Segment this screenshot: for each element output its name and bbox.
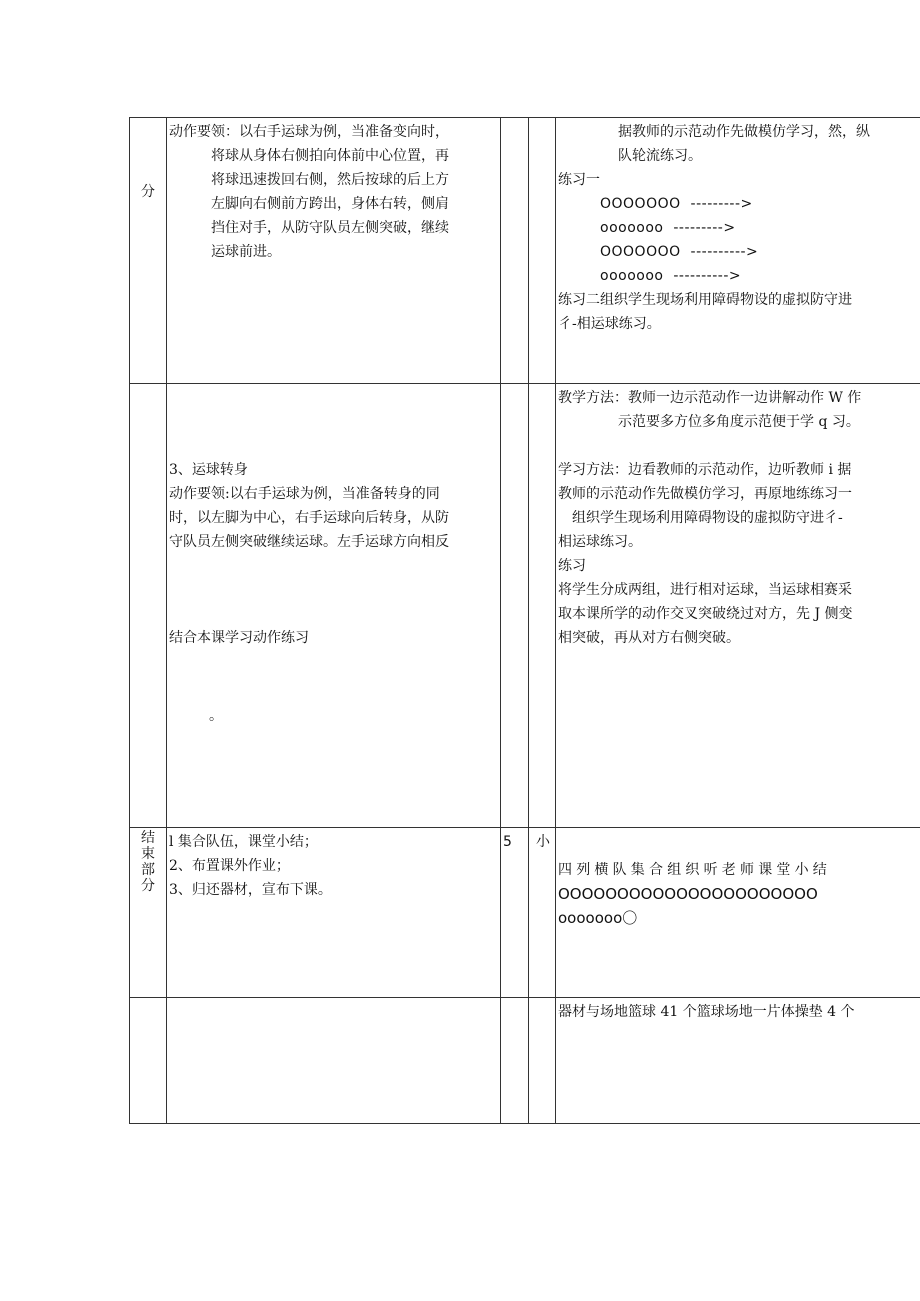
spacer: [169, 650, 494, 704]
table-row: [130, 118, 920, 384]
content-line: 2、布置课外作业；: [169, 858, 290, 874]
drill-formation: OOOOOOO --------->: [600, 196, 753, 212]
method-line: 教师的示范动作先做模仿学习，再原地练练习一: [558, 486, 852, 502]
lesson-plan-table: [129, 117, 920, 1124]
drill-title: 练习一: [558, 172, 600, 188]
method-line: 队轮流练习。: [618, 148, 702, 164]
method-line: 四列横队集合组织听老师课堂小结: [558, 862, 831, 878]
time-cell: 5: [501, 828, 529, 998]
content-cell: [167, 828, 501, 998]
content-line: 守队员左侧突破继续运球。左手运球方向相反: [169, 534, 449, 550]
intensity-cell: [529, 998, 556, 1124]
table-row: [130, 828, 920, 998]
method-cell: [556, 998, 920, 1124]
method-line: 组织学生现场利用障碍物设的虚拟防守进彳-: [572, 510, 843, 526]
method-line: 教学方法：教师一边示范动作一边讲解动作 W 作: [558, 390, 862, 406]
intensity-cell: [529, 384, 556, 828]
formation-circles: ooooooo〇: [558, 909, 638, 927]
content-line: 动作要领：以右手运球为例，当准备变向时，: [169, 124, 449, 140]
content-line: 将球从身体右侧拍向体前中心位置，再: [211, 148, 449, 164]
section-heading: 3、运球转身: [169, 462, 248, 478]
equipment-line: 器材与场地篮球 41 个篮球场地一片体操垫 4 个: [558, 1004, 855, 1020]
intensity-cell: 小: [529, 828, 556, 998]
part-char: 束: [141, 846, 155, 862]
formation-circles: OOOOOOOOOOOOOOOOOOOOOO: [558, 885, 818, 903]
practice-line: 结合本课学习动作练习: [169, 630, 309, 646]
content-line: l 集合队伍，课堂小结；: [169, 834, 318, 850]
method-line: 学习方法：边看教师的示范动作，边听教师 i 据: [558, 462, 852, 478]
part-cell: 分: [130, 118, 167, 384]
method-line: 练习二组织学生现场利用障碍物设的虚拟防守进: [558, 292, 852, 308]
spacer: [169, 554, 494, 626]
part-char: 部: [141, 862, 155, 878]
part-char: 结: [141, 830, 155, 846]
content-cell: [167, 384, 501, 828]
drill-formation: OOOOOOO ---------->: [600, 244, 759, 260]
method-cell: [556, 828, 920, 998]
drill-formation: ooooooo ---------->: [600, 268, 742, 284]
time-cell: [501, 998, 529, 1124]
method-cell: [556, 384, 920, 828]
content-line: 时，以左脚为中心，右手运球向后转身，从防: [169, 510, 449, 526]
part-cell: [130, 384, 167, 828]
method-line: 示范要多方位多角度示范便于学 q 习。: [618, 414, 860, 430]
method-line: 彳-相运球练习。: [558, 316, 661, 332]
time-cell: [501, 118, 529, 384]
table-row: [130, 384, 920, 828]
spacer: [558, 434, 914, 458]
part-char: 分: [141, 878, 155, 894]
method-line: 据教师的示范动作先做模仿学习，然，纵: [618, 124, 870, 140]
content-cell: [167, 998, 501, 1124]
spacer: [558, 830, 914, 854]
table-row: [130, 998, 920, 1124]
method-line: 将学生分成两组，进行相对运球，当运球相赛采: [558, 582, 852, 598]
intensity-cell: [529, 118, 556, 384]
time-cell: [501, 384, 529, 828]
content-line: 运球前进。: [211, 244, 281, 260]
dot-mark: 。: [209, 708, 223, 724]
content-line: 左脚向右侧前方跨出，身体右转，侧肩: [211, 196, 449, 212]
drill-formation: ooooooo --------->: [600, 220, 736, 236]
method-line: 相突破，再从对方右侧突破。: [558, 630, 740, 646]
content-cell: [167, 118, 501, 384]
method-line: 相运球练习。: [558, 534, 642, 550]
practice-title: 练习: [558, 558, 586, 574]
part-cell: [130, 828, 167, 998]
method-cell: [556, 118, 920, 384]
spacer: [169, 386, 494, 458]
part-cell: [130, 998, 167, 1124]
content-line: 动作要领:以右手运球为例，当准备转身的同: [169, 486, 440, 502]
content-line: 将球迅速拨回右侧，然后按球的后上方: [211, 172, 449, 188]
content-line: 挡住对手，从防守队员左侧突破，继续: [211, 220, 449, 236]
method-line: 取本课所学的动作交叉突破绕过对方，先 J 侧变: [558, 606, 853, 622]
content-line: 3、归还器材，宣布下课。: [169, 882, 332, 898]
